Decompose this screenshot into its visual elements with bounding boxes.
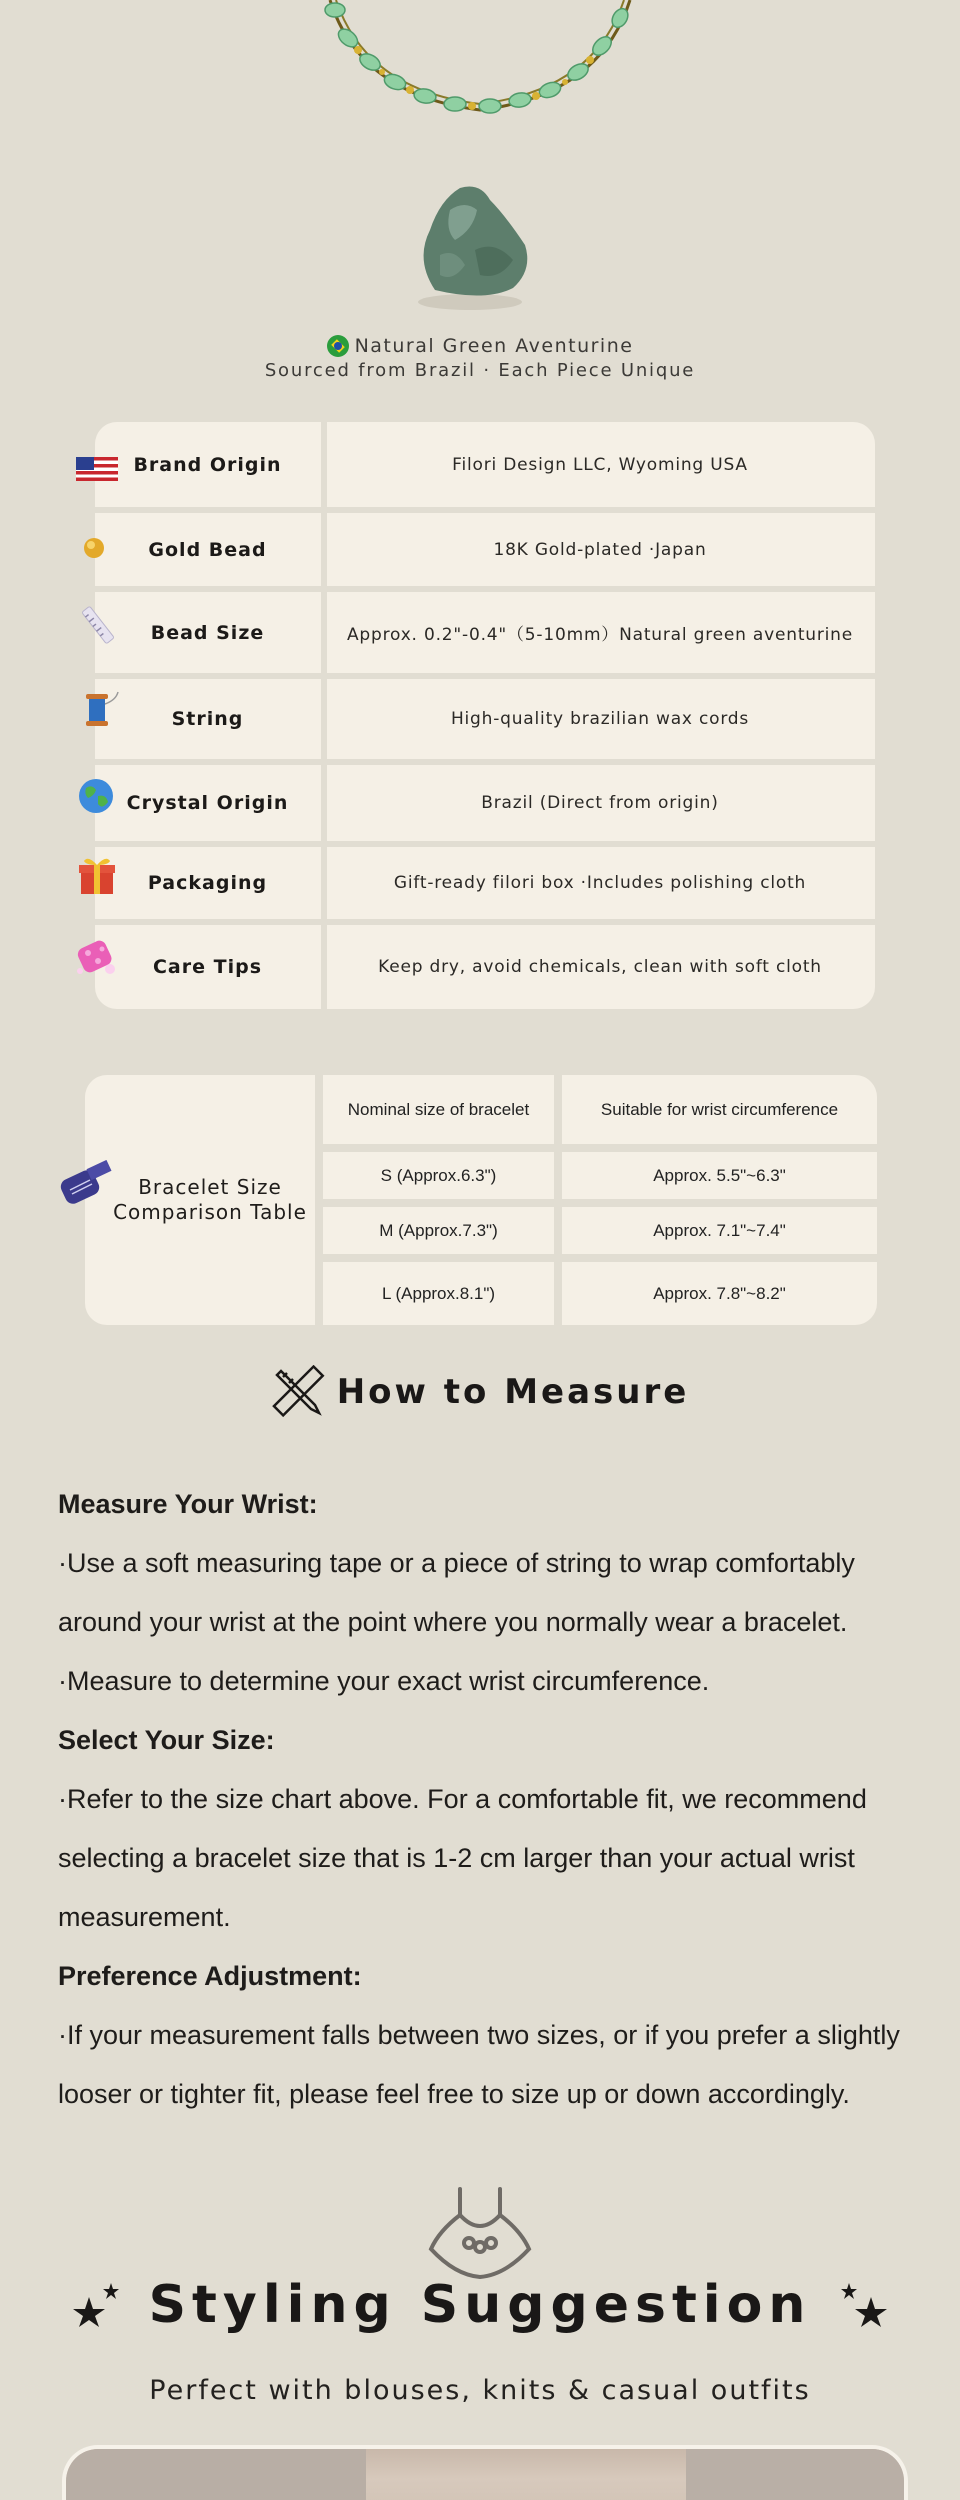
thread-spool-icon [80,690,120,730]
measure-instructions [58,1475,928,2124]
how-to-measure-heading [0,1365,960,1419]
spec-row-bead-size [95,592,875,673]
spec-value: High-quality brazilian wax cords [450,709,750,729]
size-header-nominal: Nominal size of bracelet [347,1099,530,1119]
size-table-title-line2: Comparison Table [113,1200,307,1224]
measuring-tape-icon [58,1160,114,1208]
brazil-flag-icon [327,335,349,357]
instruction-line: ·Measure to determine your exact wrist circumference. [58,1666,710,1696]
size-header-wrist: Suitable for wrist circumference [600,1099,839,1119]
size-cell-wrist: Approx. 7.8"~8.2" [653,1283,786,1303]
origin-title-text: Natural Green Aventurine [354,335,634,357]
instruction-heading: Preference Adjustment: [58,1961,362,1991]
styling-subtitle: Perfect with blouses, knits & casual outfits [149,2375,811,2406]
raw-aventurine-stone-image [395,170,545,320]
origin-title [0,335,960,357]
size-table-title-line1: Bracelet Size [138,1175,282,1199]
size-cell-nominal: S (Approx.6.3") [380,1165,497,1185]
spec-value: Approx. 0.2"-0.4"（5-10mm）Natural green aventurine [346,625,854,645]
product-spec-table [95,422,875,1009]
instruction-line: ·If your measurement falls between two sizes, or if you prefer a slightly [58,2020,900,2050]
size-divider [315,1199,877,1207]
spec-label: Packaging [147,872,268,894]
sponge-icon [74,935,118,979]
size-table-title [85,1075,315,1325]
globe-icon [78,778,114,814]
styling-heading [0,2275,960,2335]
instruction-line: looser or tighter fit, please feel free to size up or down accordingly. [58,2079,850,2109]
instruction-line: selecting a bracelet size that is 1-2 cm larger than your actual wrist [58,1843,855,1873]
size-divider [315,1144,877,1152]
bracelet-strand [330,0,630,110]
origin-subtitle: Sourced from Brazil · Each Piece Unique [264,360,696,381]
instruction-line: ·Refer to the size chart above. For a comfortable fit, we recommend [58,1784,867,1814]
styling-title: Styling Suggestion [148,2275,812,2335]
spec-label: Care Tips [152,956,263,978]
spec-row-gold-bead [95,513,875,586]
sparkle-stars-icon-left [73,2283,121,2327]
necklace-icon [425,2185,535,2280]
spec-row-packaging [95,847,875,919]
size-cell-wrist: Approx. 5.5"~6.3" [653,1165,786,1185]
instruction-heading: Select Your Size: [58,1725,275,1755]
how-to-measure-title: How to Measure [336,1372,690,1412]
spec-label: Crystal Origin [126,792,289,814]
bracelet-image [300,0,660,135]
us-flag-icon [76,455,118,483]
spec-label: Gold Bead [148,538,267,561]
ruler-icon [78,605,118,645]
instruction-heading: Measure Your Wrist: [58,1489,318,1519]
size-divider [315,1254,877,1262]
spec-value: Filori Design LLC, Wyoming USA [452,454,748,475]
instruction-line: measurement. [58,1902,231,1932]
styling-photo [62,2445,908,2500]
size-comparison-table [85,1075,877,1325]
ruler-pencil-icon [271,1365,325,1419]
spec-label: String [171,708,244,730]
sparkle-stars-icon-right [839,2283,887,2327]
size-cell-nominal: L (Approx.8.1") [381,1283,496,1303]
spec-value: Gift-ready filori box ·Includes polishing cloth [393,873,807,893]
gold-bead-icon [83,537,105,559]
instruction-line: around your wrist at the point where you normally wear a bracelet. [58,1607,848,1637]
size-cell-nominal: M (Approx.7.3") [379,1220,498,1240]
gift-icon [78,855,116,895]
spec-value: Keep dry, avoid chemicals, clean with soft cloth [378,957,822,977]
instruction-line: ·Use a soft measuring tape or a piece of string to wrap comfortably [58,1548,855,1578]
spec-row-string [95,679,875,759]
spec-label: Brand Origin [133,453,282,476]
spec-row-crystal-origin [95,765,875,841]
spec-value: Brazil (Direct from origin) [481,793,719,813]
spec-row-care-tips [95,925,875,1009]
spec-value: 18K Gold-plated ·Japan [493,539,707,560]
spec-label: Bead Size [150,621,265,644]
size-cell-wrist: Approx. 7.1"~7.4" [653,1220,786,1240]
spec-row-brand-origin [95,422,875,507]
